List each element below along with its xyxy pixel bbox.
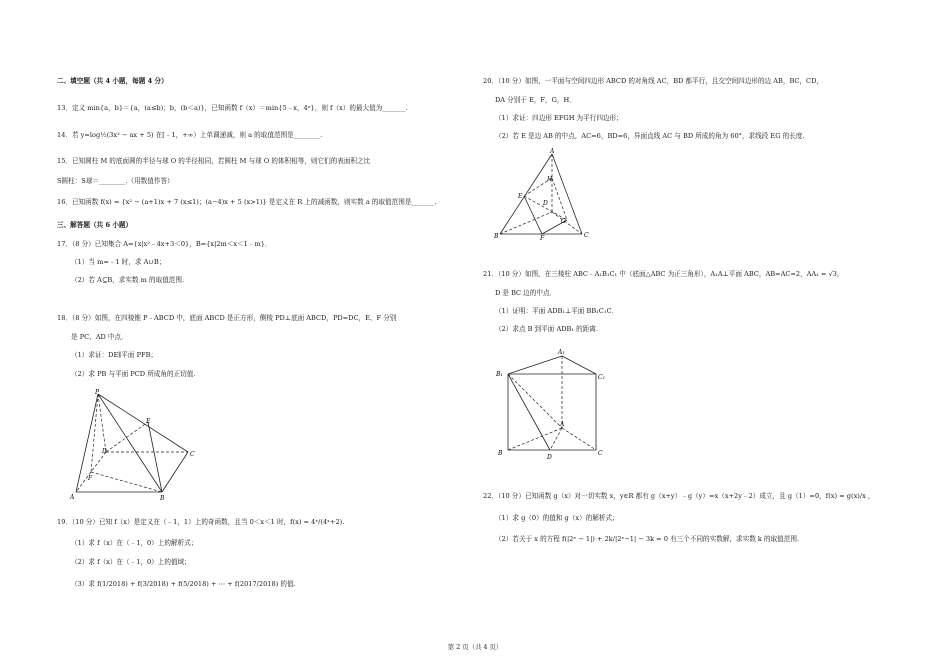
page-footer: 第 2 页（共 4 页） bbox=[447, 643, 503, 651]
question-20-line1: 20．（10 分）如图，一平面与空间四边形 ABCD 的对角线 AC，BD 都平行，且交空间四边形的边 AB，BC，CD， bbox=[483, 77, 823, 85]
question-20-part2: （2）若 E 是边 AB 的中点，AC=6，BD=6，异面直线 AC 与 BD 所成的角为 60°，求线段 EG 的长度. bbox=[495, 132, 805, 140]
label-E: E bbox=[146, 418, 151, 425]
label-G: G bbox=[561, 218, 566, 225]
label-C1: C₁ bbox=[598, 374, 605, 381]
label-F: F bbox=[540, 235, 545, 240]
label-A: A bbox=[70, 494, 75, 501]
question-18-part1: （1）求证：DE∥平面 PFB； bbox=[71, 351, 158, 359]
label-B: B bbox=[498, 450, 503, 457]
label-B: B bbox=[494, 233, 499, 240]
figure-pyramid-q18 bbox=[66, 386, 206, 506]
question-17-part2: （2）若 A⊆B，求实数 m 的取值范围. bbox=[71, 276, 185, 284]
label-C: C bbox=[190, 451, 195, 458]
section-fill-in-heading: 二、填空题（共 4 小题，每题 4 分） bbox=[57, 77, 168, 85]
label-H: H bbox=[547, 176, 553, 183]
question-17-part1: （1）当 m=﹣1 时，求 A∪B； bbox=[71, 258, 166, 266]
figure-prism-q21 bbox=[494, 346, 614, 460]
question-17: 17．（8 分）已知集合 A={x|x²﹣4x+3＜0}，B={x|2m＜x＜1﹣m}． bbox=[57, 240, 272, 248]
question-20-line2: DA 分别于 E，F，G，H． bbox=[495, 96, 576, 104]
question-20-part1: （1）求证：四边形 EFGH 为平行四边形； bbox=[495, 114, 623, 122]
question-22-part2: （2）若关于 x 的方程 f(|2ˣ − 1|) + 2k/|2ˣ−1| − 3k = 0 有三个不同的实数解，求实数 k 的取值范围. bbox=[495, 535, 800, 543]
question-19-part3: （3）求 f(1/2018) + f(3/2018) + f(5/2018) + ⋯ + f(2017/2018) 的值. bbox=[71, 580, 296, 588]
figure-tetrahedron-q20 bbox=[494, 148, 594, 240]
label-B: B bbox=[160, 495, 165, 502]
label-C: C bbox=[584, 232, 589, 239]
label-P: P bbox=[95, 389, 100, 396]
question-18-part2: （2）求 PB 与平面 PCD 所成角的正切值. bbox=[71, 370, 196, 378]
section-answer-heading: 三、解答题（共 6 小题） bbox=[57, 221, 133, 229]
label-A1: A₁ bbox=[558, 349, 565, 356]
question-19-part2: （2）求 f（x）在（﹣1，0）上的值域； bbox=[71, 558, 191, 566]
question-19-part1: （1）求 f（x）在（﹣1，0）上的解析式； bbox=[71, 539, 198, 547]
question-13: 13．定义 min{a，b}＝{a，(a≤b)；b，(b＜a)}，已知函数 f（x）＝min{5﹣x，4ˣ}，则 f（x）的最大值为_______. bbox=[57, 104, 408, 112]
question-19: 19．（10 分）已知 f（x）是定义在（﹣1，1）上的奇函数，且当 0＜x＜1 时，f(x) = 4ˣ/(4ˣ+2). bbox=[57, 518, 345, 526]
question-15-line2: S圆柱：S球＝________.（用数值作答） bbox=[57, 177, 174, 185]
label-A: A bbox=[550, 148, 555, 155]
question-21-part2: （2）求点 B 到平面 ADB₁ 的距离. bbox=[495, 325, 598, 333]
question-18-line1: 18．（8 分）如图，在四棱锥 P﹣ABCD 中，底面 ABCD 是正方形，侧棱 PD⊥底面 ABCD，PD=DC，E、F 分别 bbox=[57, 314, 397, 322]
question-21-part1: （1）证明：平面 ADB₁⊥平面 BB₁C₁C． bbox=[495, 307, 619, 315]
label-E: E bbox=[518, 193, 523, 200]
label-D: D bbox=[543, 200, 548, 207]
question-15-line1: 15．已知圆柱 M 的底面圆的半径与球 O 的半径相同，若圆柱 M 与球 O 的体积相等，则它们的表面积之比 bbox=[57, 157, 371, 165]
label-A: A bbox=[560, 421, 565, 428]
question-18-line2: 是 PC、AD 中点． bbox=[71, 333, 128, 341]
question-21-line1: 21．（10 分）如图，在三棱柱 ABC﹣A₁B₁C₁ 中（底面△ABC 为正三角形），A₁A⊥平面 ABC，AB=AC=2，AA₁ = √3， bbox=[483, 270, 844, 278]
label-D: D bbox=[547, 454, 552, 460]
question-16: 16．已知函数 f(x) = {x² − (a+1)x + 7 (x≤1)；(a−4)x + 5 (x>1)} 是定义在 R 上的减函数，则实数 a 的取值范围是_______. bbox=[57, 198, 437, 206]
question-14: 14．若 y=log½(3x² − ax + 5) 在[﹣1，+∞）上单调递减，则 a 的取值范围是________. bbox=[57, 131, 323, 139]
label-D: D bbox=[102, 448, 107, 455]
question-21-line2: D 是 BC 边的中点． bbox=[495, 289, 557, 297]
question-22: 22．（10 分）已知函数 g（x）对一切实数 x，y∈R 都有 g（x+y）﹣g（y）=x（x+2y﹣2）成立，且 g（1）=0，f(x) = g(x)/x ， bbox=[483, 492, 875, 500]
question-22-part1: （1）求 g（0）的值和 g（x）的解析式； bbox=[495, 514, 619, 522]
label-B1: B₁ bbox=[496, 371, 503, 378]
label-F: F bbox=[88, 475, 93, 482]
label-C: C bbox=[598, 450, 603, 457]
